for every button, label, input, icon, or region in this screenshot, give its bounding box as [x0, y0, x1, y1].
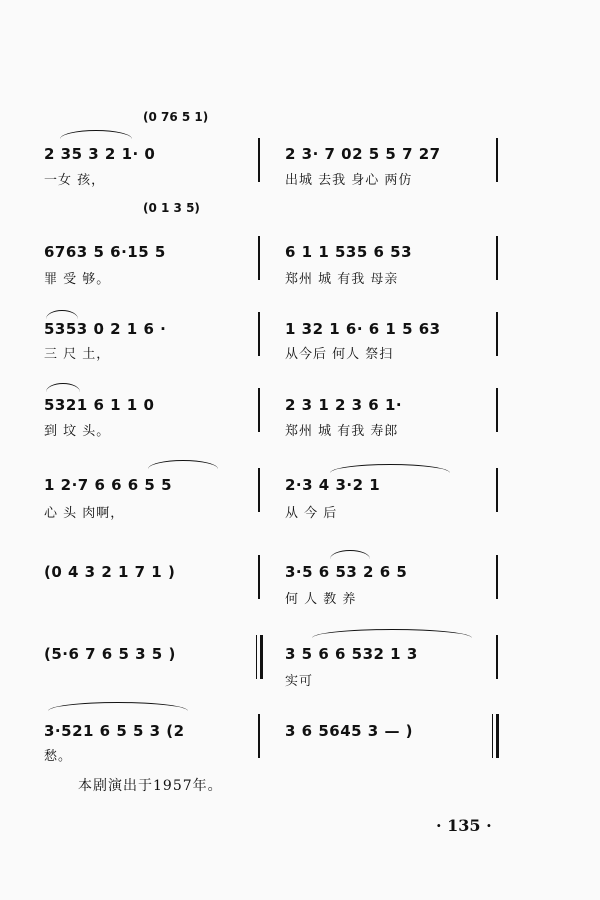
barline: [496, 555, 498, 599]
barline: [496, 635, 498, 679]
slur: [48, 702, 188, 711]
barline: [258, 312, 260, 356]
intro-notes: (0 76 5 1): [143, 110, 209, 124]
left-lyrics: 愁。: [44, 749, 73, 764]
right-notes: 3 6 5645 3 — ): [285, 722, 414, 740]
right-notes: 2 3 1 2 3 6 1·: [285, 396, 403, 414]
barline: [258, 468, 260, 512]
left-lyrics: 三 尺 土，: [44, 347, 111, 362]
barline: [256, 635, 263, 679]
left-notes: (0 4 3 2 1 7 1 ): [44, 563, 176, 581]
footer-note: 本剧演出于1957年。: [78, 778, 223, 794]
barline: [258, 555, 260, 599]
right-notes: 2 3· 7 02 5 5 7 27: [285, 145, 441, 163]
right-lyrics: 出城 去我 身心 两仿: [285, 173, 413, 188]
right-notes: 3·5 6 53 2 6 5: [285, 563, 408, 581]
slur: [60, 130, 132, 139]
barline: [258, 236, 260, 280]
barline: [496, 468, 498, 512]
barline: [258, 138, 260, 182]
left-notes: 2 35 3 2 1· 0: [44, 145, 156, 163]
slur: [46, 310, 78, 319]
barline: [496, 312, 498, 356]
right-lyrics: 郑州 城 有我 寿郎: [285, 424, 399, 439]
right-lyrics: 从今后 何人 祭扫: [285, 347, 394, 362]
slur: [46, 383, 80, 392]
left-lyrics: 到 坟 头。: [44, 424, 111, 439]
slur: [330, 550, 370, 559]
final-barline: [492, 714, 499, 758]
right-lyrics: 从 今 后: [285, 506, 338, 521]
page-number: · 135 ·: [436, 816, 492, 835]
right-notes: 3 5 6 6 532 1 3: [285, 645, 418, 663]
right-lyrics: 何 人 教 养: [285, 592, 357, 607]
left-notes: 5353 0 2 1 6 ·: [44, 320, 167, 338]
barline: [258, 388, 260, 432]
left-notes: 1 2·7 6 6 6 5 5: [44, 476, 173, 494]
slur: [148, 460, 218, 469]
intro-notes: (0 1 3 5): [143, 201, 200, 215]
right-notes: 6 1 1 535 6 53: [285, 243, 413, 261]
slur: [312, 629, 472, 638]
left-notes: 3·521 6 5 5 3 (2: [44, 722, 185, 740]
left-lyrics: 一女 孩，: [44, 173, 106, 188]
right-notes: 2·3 4 3·2 1: [285, 476, 381, 494]
right-lyrics: 郑州 城 有我 母亲: [285, 272, 399, 287]
barline: [496, 388, 498, 432]
left-notes: 5321 6 1 1 0: [44, 396, 155, 414]
slur: [330, 464, 450, 473]
barline: [496, 138, 498, 182]
right-notes: 1 32 1 6· 6 1 5 63: [285, 320, 441, 338]
left-lyrics: 罪 受 够。: [44, 272, 111, 287]
barline: [258, 714, 260, 758]
left-notes: 6763 5 6·15 5: [44, 243, 166, 261]
left-notes: (5·6 7 6 5 3 5 ): [44, 645, 176, 663]
left-lyrics: 心 头 肉啊，: [44, 506, 125, 521]
barline: [496, 236, 498, 280]
right-lyrics: 实可: [285, 674, 314, 689]
